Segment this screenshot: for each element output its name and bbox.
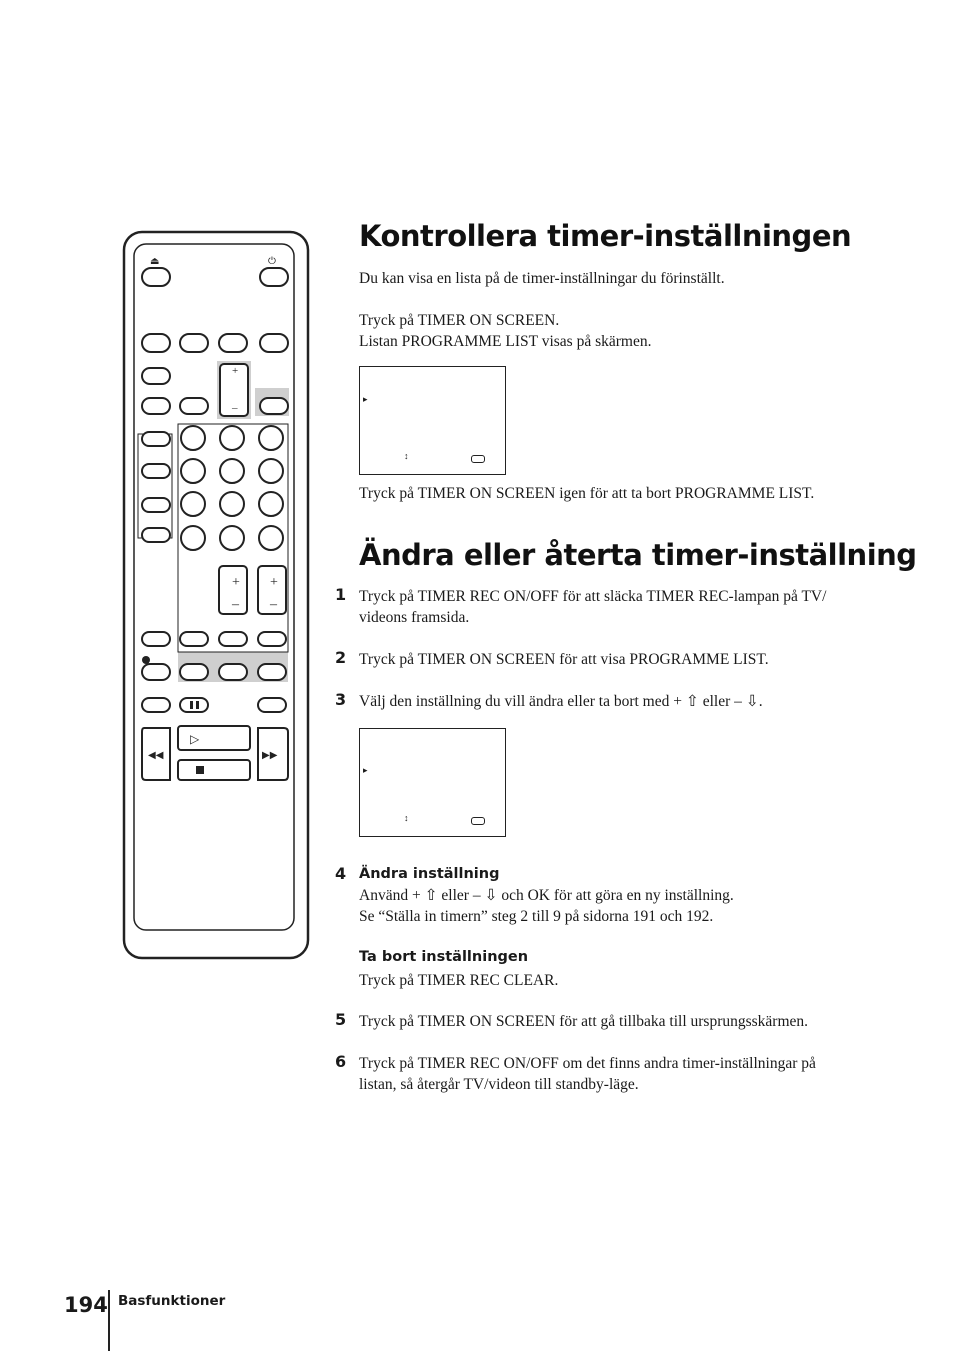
step-5-text: Tryck på TIMER ON SCREEN för att gå tillbaka till ursprungsskärmen. <box>359 1013 809 1030</box>
svg-text:+: + <box>232 365 239 377</box>
tv-screen-programme-list-1 <box>359 366 506 475</box>
svg-text:–: – <box>232 597 239 612</box>
svg-text:–: – <box>232 402 238 414</box>
section-title-change: Ändra eller återta timer-inställning <box>359 538 917 572</box>
updown-icon: ↕ <box>404 813 409 823</box>
step-6-text: Tryck på TIMER REC ON/OFF om det finns andra timer-inställningar på <box>359 1055 816 1072</box>
svg-text:▷: ▷ <box>190 732 200 746</box>
ok-button-icon <box>471 817 485 825</box>
step-number-6: 6 <box>335 1052 347 1071</box>
footer-section-label: Basfunktioner <box>118 1293 226 1309</box>
step-3-text: Välj den inställning du vill ändra eller ta bort med + ⇧ eller – ⇩. <box>359 693 763 710</box>
after-text: Tryck på TIMER ON SCREEN igen för att ta bort PROGRAMME LIST. <box>359 485 815 502</box>
svg-text:◀◀: ◀◀ <box>148 750 164 761</box>
cursor-arrow-icon: ▸ <box>363 394 368 404</box>
step-number-2: 2 <box>335 648 347 667</box>
cursor-arrow-icon: ▸ <box>363 765 368 775</box>
ok-button-icon <box>471 455 485 463</box>
step-4-text: Använd + ⇧ eller – ⇩ och OK för att göra en ny inställning. <box>359 887 734 904</box>
updown-icon: ↕ <box>404 451 409 461</box>
svg-text:+: + <box>270 575 278 590</box>
step-6-text-2: listan, så återgår TV/videon till standby-läge. <box>359 1076 639 1093</box>
step-1-text-2: videons framsida. <box>359 609 470 626</box>
instruction-line-1: Tryck på TIMER ON SCREEN. <box>359 312 560 329</box>
step-number-4: 4 <box>335 864 347 883</box>
svg-text:⏏: ⏏ <box>150 256 160 267</box>
step-4-heading-2: Ta bort inställningen <box>359 949 529 965</box>
svg-text:⏻: ⏻ <box>268 256 276 267</box>
intro-text: Du kan visa en lista på de timer-inställningar du förinställt. <box>359 270 725 287</box>
step-4-text-3: Tryck på TIMER REC CLEAR. <box>359 972 559 989</box>
svg-text:▶▶: ▶▶ <box>262 750 278 761</box>
remote-control-illustration <box>120 228 312 964</box>
step-4-heading: Ändra inställning <box>359 866 500 882</box>
svg-text:–: – <box>270 597 277 612</box>
step-2-text: Tryck på TIMER ON SCREEN för att visa PROGRAMME LIST. <box>359 651 769 668</box>
page-number: 194 <box>64 1293 108 1317</box>
svg-text:+: + <box>232 575 240 590</box>
tv-screen-programme-list-2 <box>359 728 506 837</box>
step-number-3: 3 <box>335 690 347 709</box>
step-number-5: 5 <box>335 1010 347 1029</box>
section-title-check: Kontrollera timer-inställningen <box>359 219 852 253</box>
step-number-1: 1 <box>335 585 347 604</box>
step-1-text: Tryck på TIMER REC ON/OFF för att släcka TIMER REC-lampan på TV/ <box>359 588 827 605</box>
step-4-text-2: Se “Ställa in timern” steg 2 till 9 på sidorna 191 och 192. <box>359 908 714 925</box>
footer-divider <box>108 1290 110 1351</box>
instruction-line-2: Listan PROGRAMME LIST visas på skärmen. <box>359 333 652 350</box>
